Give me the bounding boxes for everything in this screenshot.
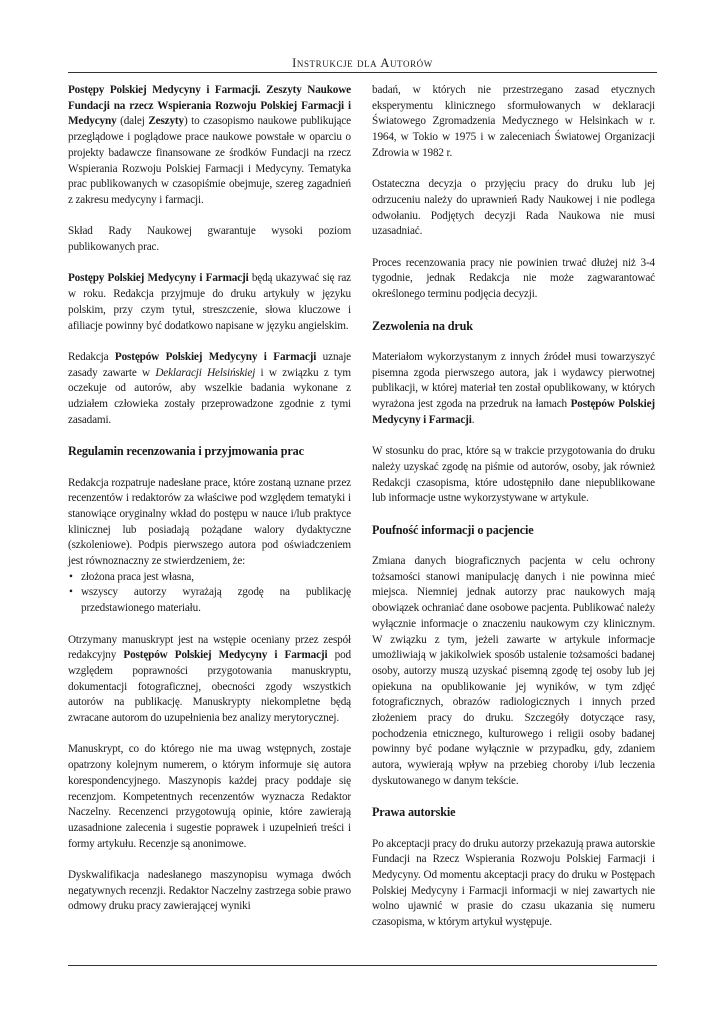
- text-span: .: [471, 413, 475, 426]
- review-criteria-paragraph: Redakcja rozpatruje nadesłane prace, które zostaną uznane przez recenzentów i redaktorów za właściwe pod względem tematyki i stanowiące oryginalny wkład do postępu w nauce i/lub praktyce klinicznej lub posiadają pożądane walory dydaktyczne (szkoleniowe). Podpis pierwszego autora pod oświadczeniem jest równoznaczny ze stwierdzeniem, że:: [68, 476, 351, 568]
- right-column: [372, 83, 655, 947]
- text-span: ) to czasopismo naukowe publikujące przeglądowe i poglądowe prace naukowe powstałe w oparciu o projekty badawcze finansowane ze środków Fundacji na rzecz Wspierania Rozwoju Polskiej Farmacji i Medycyny. Tematyka prac publikowanych w czasopiśmie obejmuje, szereg zagadnień z zakresu medycyny i farmacji.: [68, 115, 351, 206]
- header-rule: [68, 72, 657, 73]
- journal-full-title: Postępy Polskiej Medycyny i Farmacji. Zeszyty Naukowe Fundacji na rzecz Wspierania Rozwoju Polskiej Farmacji i Medycyny: [68, 84, 351, 128]
- text-span: Otrzymany manuskrypt jest na wstępie oceniany przez zespół redakcyjny: [68, 633, 351, 662]
- journal-short-name: Zeszyty: [148, 115, 184, 128]
- declaration-name: Deklaracji Helsińskiej: [155, 366, 256, 379]
- section-heading-confidentiality: Poufność informacji o pacjencie: [372, 522, 534, 537]
- list-item: • złożona praca jest własna,: [68, 570, 351, 586]
- footer-rule: [68, 965, 657, 966]
- text-span: Materiałom wykorzystanym z innych źródeł musi towarzyszyć pisemna zgoda pierwszego autora, jak i wydawcy pierwotnej publikacji, w której materiał ten został opublikowany, w których wyrażona jest zgoda na przedruk na łamach: [372, 350, 655, 410]
- permissions-paragraph: [372, 350, 655, 429]
- review-duration-paragraph: Proces recenzowania pracy nie powinien trwać dłużej niż 3-4 tygodnie, jednak Redakcja nie może zagwarantować określonego terminu podjęcia decyzji.: [372, 256, 655, 301]
- left-column: [68, 83, 351, 931]
- patient-confidentiality-paragraph: Zmiana danych biograficznych pacjenta w celu ochrony tożsamości stanowi manipulację danych i nie powinna mieć miejsca. Niemniej jednak autorzy prac naukowych mają obowiązek ochraniać dane osobowe pacjenta. Publikować należy wyłącznie informacje o znaczeniu naukowym czy klinicznym. W związku z tym, jeżeli zawarte w artykule informacje umożliwiają w jakikolwiek sposób ustalenie tożsamości badanej osoby, autorzy muszą uzyskać pisemną zgodę tej osoby lub jej opiekuna na opublikowanie jej wyników, w tym zdjęć fotograficznych, obrazów radiologicznych i innych przed złożeniem pracy do druku. Szczegóły dotyczące rasy, pochodzenia etnicznego, kulturowego i religii osoby badanej powinny być podane wyłącznie w przypadku, gdy, zdaniem autora, wywierają wpływ na przebieg choroby i/lub leczenia dyskutowanego w danym tekście.: [372, 554, 655, 787]
- unpublished-data-paragraph: W stosunku do prac, które są w trakcie przygotowania do druku należy uzyskać zgodę na piśmie od autorów, osoby, jak również Redakcji czasopisma, które udostępniło dane niepublikowane lub informacje ustne wykorzystywane w artykule.: [372, 445, 655, 505]
- copyright-paragraph: Po akceptacji pracy do druku autorzy przekazują prawa autorskie Fundacji na Rzecz Wspierania Rozwoju Polskiej Farmacji i Medycyny. Od momentu akceptacji pracy do druku w Postępach Polskiej Medycyny i Farmacji informacji w niej zawartych nie wolno ujawnić w prasie do czasu ukazania się numeru czasopisma, w którym artykuł występuje.: [372, 837, 655, 929]
- journal-title: Postępów Polskiej Medycyny i Farmacji: [123, 649, 328, 662]
- text-span: (dalej: [116, 115, 149, 128]
- journal-title: Postępy Polskiej Medycyny i Farmacji: [68, 272, 249, 285]
- final-decision-paragraph: Ostateczna decyzja o przyjęciu pracy do druku lub jej odrzuceniu należy do uprawnień Rady Naukowej i nie podlega odwołaniu. Podjętych decyzji Rada Naukowa nie musi uzasadniać.: [372, 178, 655, 238]
- text-span: Redakcja: [68, 350, 115, 363]
- section-heading-review: Regulamin recenzowania i przyjmowania prac: [68, 444, 304, 459]
- journal-title: Postępów Polskiej Medycyny i Farmacji: [372, 398, 655, 426]
- section-heading-copyright: Prawa autorskie: [372, 805, 456, 820]
- scientific-board-paragraph: Skład Rady Naukowej gwarantuje wysoki poziom publikowanych prac.: [68, 225, 351, 254]
- helsinki-paragraph: [68, 350, 351, 429]
- disqualification-paragraph: Dyskwalifikacja nadesłanego maszynopisu wymaga dwóch negatywnych recenzji. Redaktor Naczelny zastrzega sobie prawo odmowy druku pracy zawierającej wyniki: [68, 869, 351, 913]
- review-process-paragraph: Manuskrypt, co do którego nie ma uwag wstępnych, zostaje opatrzony kolejnym numerem, o którym informuje się autora korespondencyjnego. Maszynopis każdej pracy poddaje się recenzjom. Kompetentnych recenzentów wyznacza Redaktor Naczelny. Recenzenci przygotowują opinie, które zawierają uzasadnione zalecenia i sugestie poprawek i uzupełnień treści i formy artykułu. Recenzje są anonimowe.: [68, 743, 351, 850]
- text-span: będą ukazywać się raz w roku. Redakcja przyjmuje do druku artykuły w języku polskim, przy czym tytuł, streszczenie, słowa kluczowe i afiliacje powinny być dodatkowo napisane w języku angielskim.: [68, 272, 351, 332]
- list-item: • wszyscy autorzy wyrażają zgodę na publikację przedstawionego materiału.: [68, 585, 351, 616]
- section-heading-permissions: Zezwolenia na druk: [372, 318, 473, 333]
- text-span: i w związku z tym oczekuje od autorów, aby wszelkie badania wykonane z udziałem człowieka zostały przeprowadzone zgodnie z tymi zasadami.: [68, 366, 351, 426]
- publication-frequency-paragraph: [68, 271, 351, 334]
- initial-evaluation-paragraph: [68, 633, 351, 727]
- declaration-list: [68, 570, 351, 617]
- ethics-continuation-paragraph: badań, w których nie przestrzegano zasad etycznych eksperymentu klinicznego sformułowanych w deklaracji Światowego Zgromadzenia Medycznego w Helsinkach w r. 1964, w Tokio w 1975 i w zaleceniach Światowej Organizacji Zdrowia w 1982 r.: [372, 84, 655, 159]
- running-header: Instrukcje dla Autorów: [292, 56, 433, 70]
- text-span: pod względem poprawności przygotowania manuskryptu, dokumentacji fotograficznej, obecności zgody wszystkich autorów na publikację. Manuskrypty niekompletne będą zwracane autorom do uzupełnienia bez analizy merytorycznej.: [68, 649, 351, 725]
- journal-title: Postępów Polskiej Medycyny i Farmacji: [114, 350, 317, 363]
- text-span: uznaje zasady zawarte w: [68, 350, 351, 379]
- intro-paragraph: [68, 83, 351, 209]
